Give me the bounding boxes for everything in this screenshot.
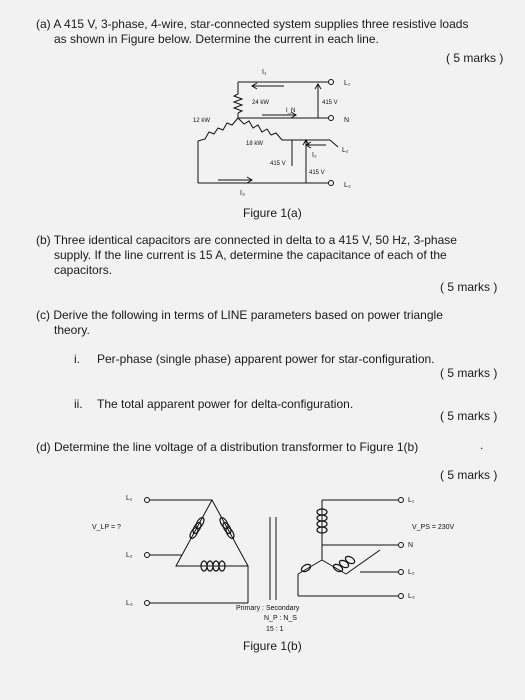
part-c-item2-text: The total apparent power for delta-configuration. xyxy=(97,397,354,411)
part-c-item2-marks: ( 5 marks ) xyxy=(440,409,498,423)
fig-b-vps: V_PS = 230V xyxy=(412,524,455,531)
fig-b-l1-right: L₁ xyxy=(408,497,415,504)
fig-a-i2: I₂ xyxy=(312,152,317,159)
part-b-label: (b) xyxy=(36,233,51,247)
part-d-dot: . xyxy=(480,438,484,452)
fig-a-load2: 12 kW xyxy=(193,118,211,124)
fig-b-l1-left: L₁ xyxy=(126,495,133,502)
part-c-label: (c) xyxy=(36,308,50,322)
part-c-line2: theory. xyxy=(54,323,90,337)
fig-a-l3: L₃ xyxy=(344,182,351,189)
part-a-text1: A 415 V, 3-phase, 4-wire, star-connected system supplies three resistive loads xyxy=(53,17,469,31)
fig-a-v3: 415 V xyxy=(309,170,325,176)
fig-b-primary-secondary: Primary : Secondary xyxy=(236,605,300,612)
fig-b-l3-right: L₃ xyxy=(408,593,415,600)
fig-b-n-right: N xyxy=(408,542,414,549)
fig-a-i1: I₁ xyxy=(262,69,267,76)
part-b-marks: ( 5 marks ) xyxy=(440,280,498,294)
fig-a-in: I_N xyxy=(286,108,296,114)
part-a-label: (a) xyxy=(36,17,51,31)
part-b-line3: capacitors. xyxy=(54,263,113,277)
fig-b-ratio: 15 : 1 xyxy=(266,626,284,633)
part-a-marks: ( 5 marks ) xyxy=(446,51,504,65)
part-c-text1: Derive the following in terms of LINE parameters based on power triangle xyxy=(53,308,443,322)
fig-a-i3: I₃ xyxy=(240,190,245,197)
figure-1b-caption: Figure 1(b) xyxy=(243,639,302,653)
fig-a-v1: 415 V xyxy=(322,100,338,106)
part-d-text: Determine the line voltage of a distribution transformer to Figure 1(b) xyxy=(54,440,419,454)
fig-a-load1: 24 kW xyxy=(252,100,270,106)
part-d-marks: ( 5 marks ) xyxy=(440,468,498,482)
part-c-item1-marks: ( 5 marks ) xyxy=(440,366,498,380)
fig-a-n: N xyxy=(344,117,350,124)
fig-b-l3-left: L₃ xyxy=(126,600,133,607)
part-d-label: (d) xyxy=(36,440,51,454)
part-a-line2: as shown in Figure below. Determine the current in each line. xyxy=(54,32,379,46)
fig-b-l2-right: L₂ xyxy=(408,569,415,576)
figure-1a-caption: Figure 1(a) xyxy=(243,206,302,220)
fig-a-v2: 415 V xyxy=(270,161,286,167)
fig-b-l2-left: L₂ xyxy=(126,552,133,559)
fig-b-vlp: V_LP = ? xyxy=(92,524,121,531)
part-c-item1-num: i. xyxy=(74,352,80,366)
fig-a-load3: 18 kW xyxy=(246,141,264,147)
part-b-text1: Three identical capacitors are connected in delta to a 415 V, 50 Hz, 3-phase xyxy=(53,233,457,247)
fig-a-l2: L₂ xyxy=(342,147,349,154)
part-b-line2: supply. If the line current is 15 A, determine the capacitance of each of the xyxy=(54,248,447,262)
part-c-item1-text: Per-phase (single phase) apparent power for star-configuration. xyxy=(97,352,435,366)
part-c-item2-num: ii. xyxy=(74,397,83,411)
fig-a-l1: L₁ xyxy=(344,80,351,87)
fig-b-np-ns: N_P : N_S xyxy=(264,615,297,622)
